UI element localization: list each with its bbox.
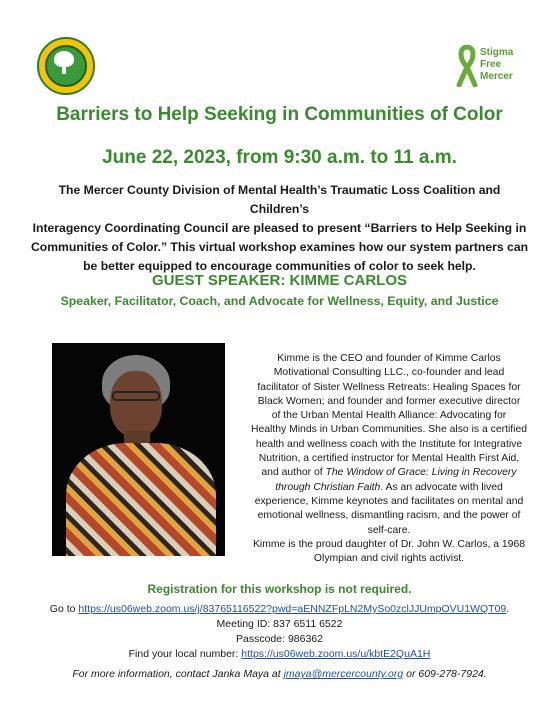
contact-label: For more information, contact Janka Maya at [72, 668, 284, 680]
book-title: through Christian Faith [275, 481, 381, 493]
meeting-id: Meeting ID: 837 6511 6522 [216, 618, 343, 630]
zoom-meeting-link[interactable]: https://us06web.zoom.us/j/83765116522?pwd=aENNZFpLN2MySo0zclJJUmpOVU1WQT09 [78, 603, 507, 615]
zoom-info [0, 602, 559, 662]
intro-line: The Mercer County Division of Mental Health’s Traumatic Loss Coalition and Children’s [58, 183, 501, 216]
mercer-county-seal-logo [37, 37, 95, 95]
bio-line: Kimme is the CEO and founder of Kimme Carlos [277, 353, 501, 364]
passcode: Passcode: 986362 [236, 633, 323, 645]
logo-line-mercer: Mercer [480, 71, 513, 82]
event-title: Barriers to Help Seeking in Communities of Color [56, 104, 503, 125]
bio-text: and author of [261, 467, 326, 479]
logo-line-free: Free [480, 59, 502, 70]
ribbon-icon [456, 45, 478, 87]
stigma-free-mercer-logo [456, 43, 526, 89]
bio-line: Kimme is the proud daughter of Dr. John W. Carlos, a 1968 [252, 538, 526, 550]
event-date: June 22, 2023, from 9:30 a.m. to 11 a.m. [102, 147, 457, 168]
local-number-link[interactable]: https://us06web.zoom.us/u/kbtE2QuA1H [241, 648, 431, 660]
bio-line: Healthy Minds in Urban Communities. She also is a certified [250, 424, 528, 436]
tree-icon [54, 51, 74, 67]
bio-line: Motivational Consulting LLC., co-founder and lead [273, 367, 505, 379]
contact-phone: or 609-278-7924. [403, 668, 487, 680]
bio-line: experience, Kimme keynotes and facilitates on mental and [254, 495, 524, 507]
intro-line: be better equipped to encourage communities of color to seek help. [83, 259, 476, 273]
bio-line: self-care. [367, 524, 411, 536]
local-number-label: Find your local number: [128, 648, 242, 660]
bio-text: . As an advocate with lived [380, 481, 503, 493]
bio-line: facilitator of Sister Wellness Retreats: Healing Spaces for [257, 381, 521, 393]
photo-face [110, 371, 162, 437]
speaker-roles: Speaker, Facilitator, Coach, and Advocate for Wellness, Equity, and Justice [60, 294, 499, 308]
stigma-free-text [480, 47, 513, 83]
bio-line: emotional wellness, dismantling racism, and the power of [257, 510, 521, 522]
bio-line: Nutrition, a certified instructor for Mental Health First Aid, [258, 453, 520, 465]
zoom-goto-suffix: . [506, 603, 510, 615]
logo-line-stigma: Stigma [480, 47, 514, 58]
photo-patterned-dress [66, 443, 216, 556]
registration-note: Registration for this workshop is not required. [147, 582, 412, 596]
contact-email-link[interactable]: jmaya@mercercounty.org [283, 668, 404, 680]
zoom-link-line [0, 602, 559, 617]
intro-line: Communities of Color.” This virtual workshop examines how our system partners can [30, 240, 529, 254]
intro-paragraph [30, 181, 529, 276]
tree-trunk [62, 66, 66, 74]
photo-glasses [112, 391, 160, 401]
contact-line [0, 668, 559, 680]
bio-line: health and wellness coach with the Institute for Integrative [255, 438, 523, 450]
zoom-goto-label: Go to [49, 603, 79, 615]
bio-line: Black Women; and founder and former executive director [257, 395, 521, 407]
intro-line: Interagency Coordinating Council are pleased to present “Barriers to Help Seeking in [32, 221, 527, 235]
bio-line: Olympian and civil rights activist. [313, 553, 465, 565]
bio-line [245, 466, 533, 480]
speaker-heading: GUEST SPEAKER: KIMME CARLOS [151, 272, 407, 289]
bio-line [245, 481, 533, 495]
speaker-bio [245, 352, 533, 566]
speaker-photo [52, 343, 225, 556]
local-number-line [0, 647, 559, 662]
bio-line: of the Urban Mental Health Alliance: Advocating for [271, 410, 507, 422]
book-title: The Window of Grace: Living in Recovery [325, 467, 517, 479]
